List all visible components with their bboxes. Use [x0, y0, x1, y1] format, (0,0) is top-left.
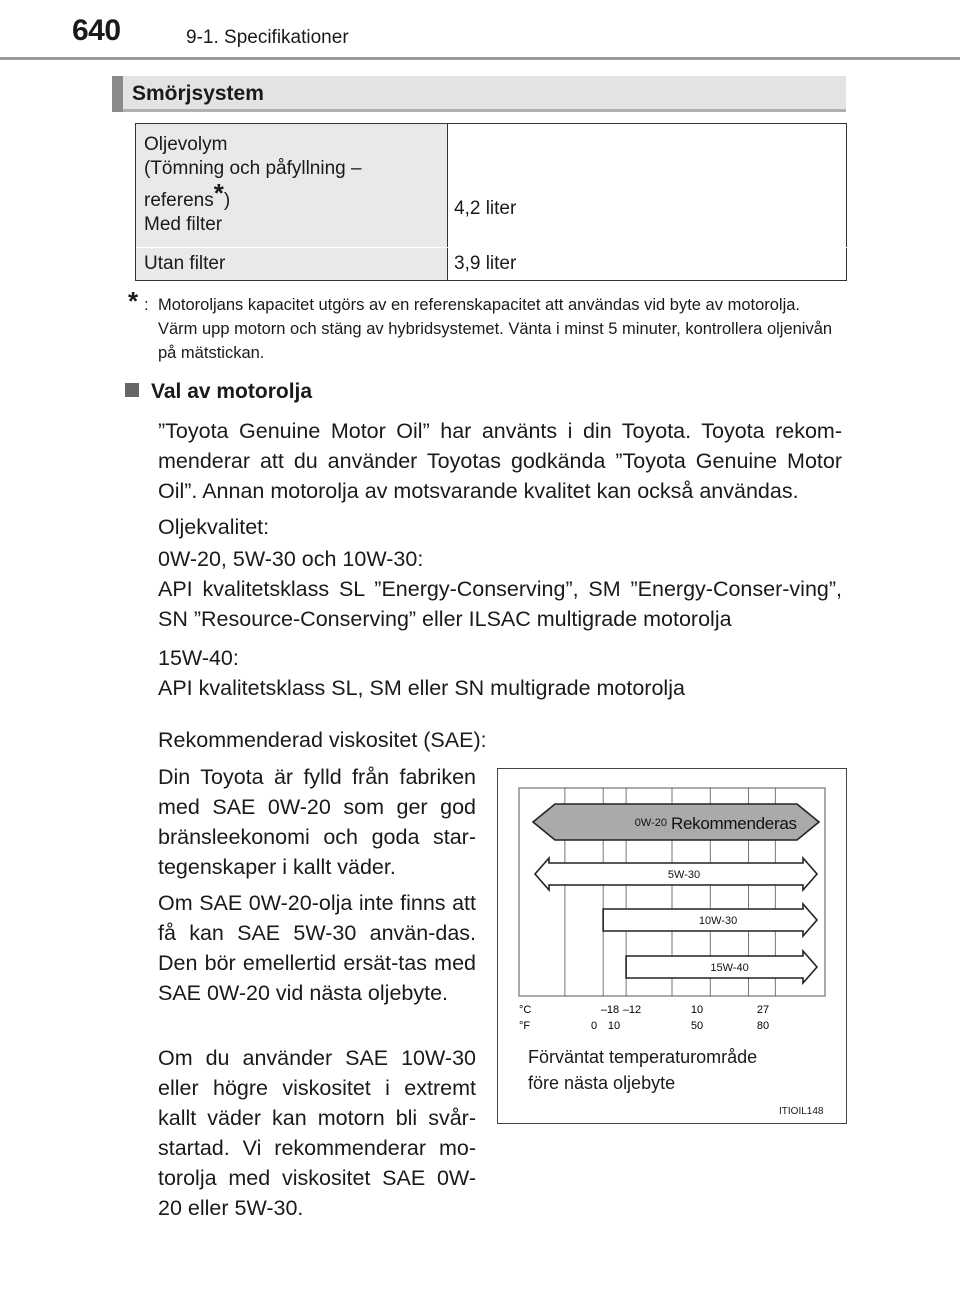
tick-f-10: 10 — [607, 1020, 621, 1032]
oil-grades-group-2: 15W-40: — [158, 646, 239, 670]
footnote-text: Motoroljans kapacitet utgörs av en referenskapacitet att användas vid byte av motorolja. Värm upp motorn och stäng av hybridsystemet. Vänta i minst 5 minuter, kontrollera oljenivån på mätstickan. — [158, 296, 833, 362]
footnote — [124, 286, 844, 365]
tick-f-0: 0 — [590, 1020, 598, 1032]
diagram-caption-line-2: före nästa oljebyte — [528, 1073, 676, 1093]
oil-grades-group-2-spec: API kvalitetsklass SL, SM eller SN multigrade motorolja — [158, 676, 685, 700]
viscosity-label-15w-40: 15W-40 — [710, 962, 749, 974]
spec-value-with-filter: 4,2 liter — [454, 198, 517, 219]
temperature-axis — [519, 1004, 769, 1032]
header-divider — [0, 57, 960, 60]
cold-weather-paragraph: Om du använder SAE 10W-30 eller högre viskositet i extremt kallt väder kan motorn bli svår-startad. Vi rekommenderar mo-torolja med viskositet SAE 0W-20 eller 5W-30. — [158, 1046, 476, 1220]
footnote-colon: : — [144, 296, 149, 314]
spec-label-drain-refill: (Tömning och påfyllning – — [144, 158, 362, 179]
spec-table-row-divider — [136, 247, 847, 248]
oil-grades-group-1: 0W-20, 5W-30 och 10W-30: — [158, 547, 424, 571]
tick-c-10: 10 — [690, 1004, 704, 1016]
factory-fill-paragraph: Din Toyota är fylld från fabriken med SAE 0W-20 som ger god bränsleekonomi och goda star-tegenskaper i kallt väder. — [158, 765, 476, 879]
axis-c-unit: °C — [519, 1004, 532, 1016]
oil-intro-paragraph: ”Toyota Genuine Motor Oil” har använts i din Toyota. Toyota rekom-menderar att du använder Toyotas godkända ”Toyota Genuine Motor Oil”. Annan motorolja av motsvarande kvalitet kan också användas. — [158, 419, 842, 503]
viscosity-bands — [533, 804, 819, 983]
diagram-caption — [528, 1044, 757, 1096]
tick-c-27: 27 — [756, 1004, 770, 1016]
tick-f-50: 50 — [690, 1020, 704, 1032]
oil-grades-group-1-spec: API kvalitetsklass SL ”Energy-Conserving”, SM ”Energy-Conser-ving”, SN ”Resource-Conserving” eller ILSAC multigrade motorolja — [158, 577, 842, 631]
spec-label-oil-volume: Oljevolym — [144, 134, 228, 155]
spec-label-without-filter: Utan filter — [144, 253, 226, 274]
tick-c-minus18: –18 — [600, 1004, 620, 1016]
viscosity-label-10w-30: 10W-30 — [698, 915, 738, 927]
viscosity-label: Rekommenderad viskositet (SAE): — [158, 728, 487, 752]
axis-f-unit: °F — [519, 1020, 531, 1032]
spec-label-with-filter: Med filter — [144, 214, 223, 235]
viscosity-label-5w-30: 5W-30 — [667, 869, 701, 881]
alternative-oil-paragraph: Om SAE 0W-20-olja inte finns att få kan SAE 5W-30 använ-das. Den bör emellertid ersät-tas med SAE 0W-20 vid nästa oljebyte. — [158, 891, 476, 1005]
diagram-caption-line-1: Förväntat temperaturområde — [528, 1047, 758, 1067]
spec-table-divider — [447, 123, 448, 281]
square-bullet-icon — [125, 383, 139, 397]
tick-c-minus12: –12 — [622, 1004, 642, 1016]
recommended-label: Rekommenderas — [671, 814, 797, 833]
footnote-marker: * — [128, 286, 139, 316]
chapter-title: 9-1. Specifikationer — [186, 27, 349, 48]
section-heading-accent — [112, 76, 123, 112]
tick-f-80: 80 — [756, 1020, 770, 1032]
viscosity-label-0w-20: 0W-20 — [634, 817, 667, 829]
section-title: Smörjsystem — [132, 82, 264, 105]
diagram-image-code: ITIOIL148 — [779, 1106, 824, 1117]
subheading-oil-selection: Val av motorolja — [125, 380, 312, 404]
spec-value-without-filter: 3,9 liter — [454, 253, 517, 274]
spec-label-reference: referens*) — [144, 178, 231, 211]
page-number: 640 — [72, 14, 121, 47]
oil-quality-label: Oljekvalitet: — [158, 515, 270, 539]
